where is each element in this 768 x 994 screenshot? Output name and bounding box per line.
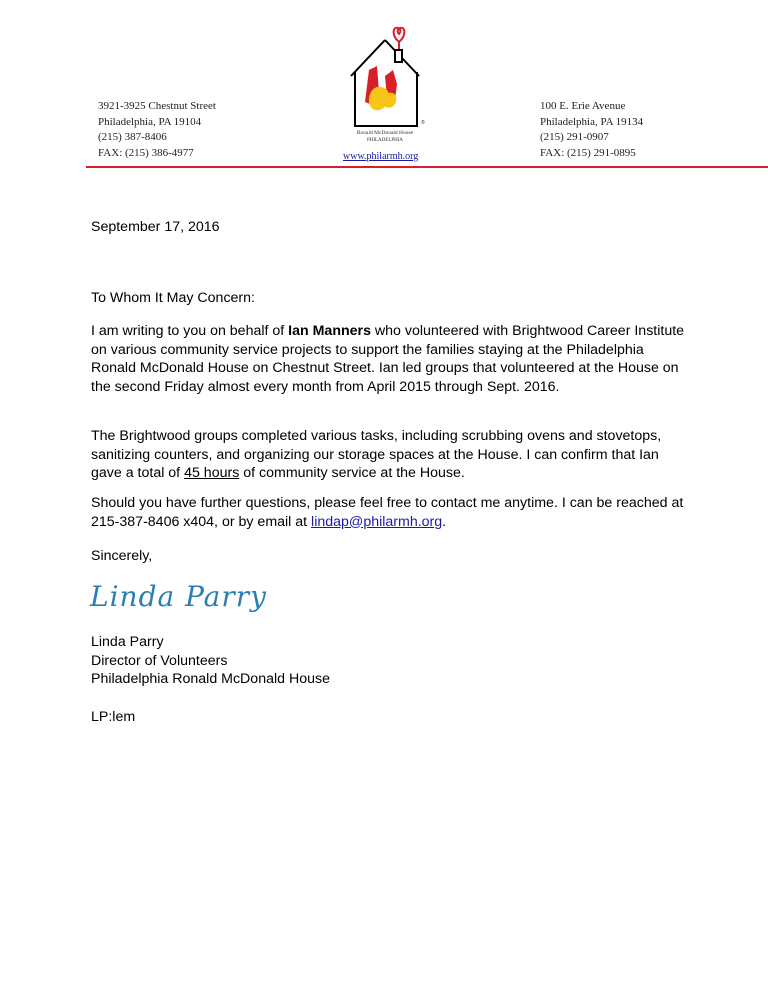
address-line: 3921-3925 Chestnut Street xyxy=(98,100,216,112)
logo-caption: PHILADELPHIA xyxy=(366,138,404,143)
signer-title: Director of Volunteers xyxy=(91,652,228,669)
address-line: Philadelphia, PA 19134 xyxy=(540,115,644,128)
signer-name: Linda Parry xyxy=(91,634,164,650)
paragraph-1 xyxy=(91,322,691,396)
logo-caption: Ronald McDonald House xyxy=(356,130,414,136)
salutation: To Whom It May Concern: xyxy=(91,290,255,306)
svg-text:®: ® xyxy=(421,120,425,126)
reference-initials: LP:lem xyxy=(91,709,136,725)
fax-line: FAX: (215) 386-4977 xyxy=(98,146,194,159)
signer-organization: Philadelphia Ronald McDonald House xyxy=(91,671,330,688)
website-link[interactable]: www.philarmh.org xyxy=(343,151,419,162)
signature: Linda Parry xyxy=(90,580,267,613)
phone-line: (215) 387-8406 xyxy=(98,131,167,143)
paragraph-2 xyxy=(91,427,691,483)
email-link[interactable]: lindap@philarmh.org xyxy=(311,513,443,530)
heart-icon xyxy=(394,28,405,42)
address-line: 100 E. Erie Avenue xyxy=(540,100,626,112)
paragraph-text: The Brightwood groups completed various tasks, including scrubbing ovens and stovetops, sanitizing counters, and organizing our storage spaces at the House. I can confirm that Ian gave a total of xyxy=(91,428,662,482)
service-hours: 45 hours xyxy=(184,465,240,482)
paragraph-text: of community service at the House. xyxy=(239,465,465,482)
paragraph-text: . xyxy=(442,513,447,530)
letterhead-divider xyxy=(86,166,768,168)
volunteer-name: Ian Manners xyxy=(288,323,371,339)
paragraph-text: Should you have further questions, please feel free to contact me anytime. I can be reached at 215-387-8406 x404, or by email at xyxy=(91,495,684,530)
paragraph-text: I am writing to you on behalf of xyxy=(91,323,289,339)
letter-date: September 17, 2016 xyxy=(91,219,220,235)
paragraph-3 xyxy=(91,494,691,531)
address-line: Philadelphia, PA 19104 xyxy=(98,115,202,128)
closing: Sincerely, xyxy=(91,548,153,564)
signer-block xyxy=(91,633,691,689)
fax-line: FAX: (215) 291-0895 xyxy=(540,146,636,159)
paragraph-text: who volunteered with Brightwood Career Institute on various community service projects to support the families staying at the Philadelphia Ronald McDonald House on Chestnut Street. Ian led groups that volunteered at the House on the second Friday almost every month from April 2015 through Sept. 2016. xyxy=(91,323,685,395)
phone-line: (215) 291-0907 xyxy=(540,131,609,143)
left-address-block xyxy=(98,99,216,161)
right-address-block xyxy=(540,99,643,161)
ronald-mcdonald-house-logo xyxy=(341,22,429,150)
